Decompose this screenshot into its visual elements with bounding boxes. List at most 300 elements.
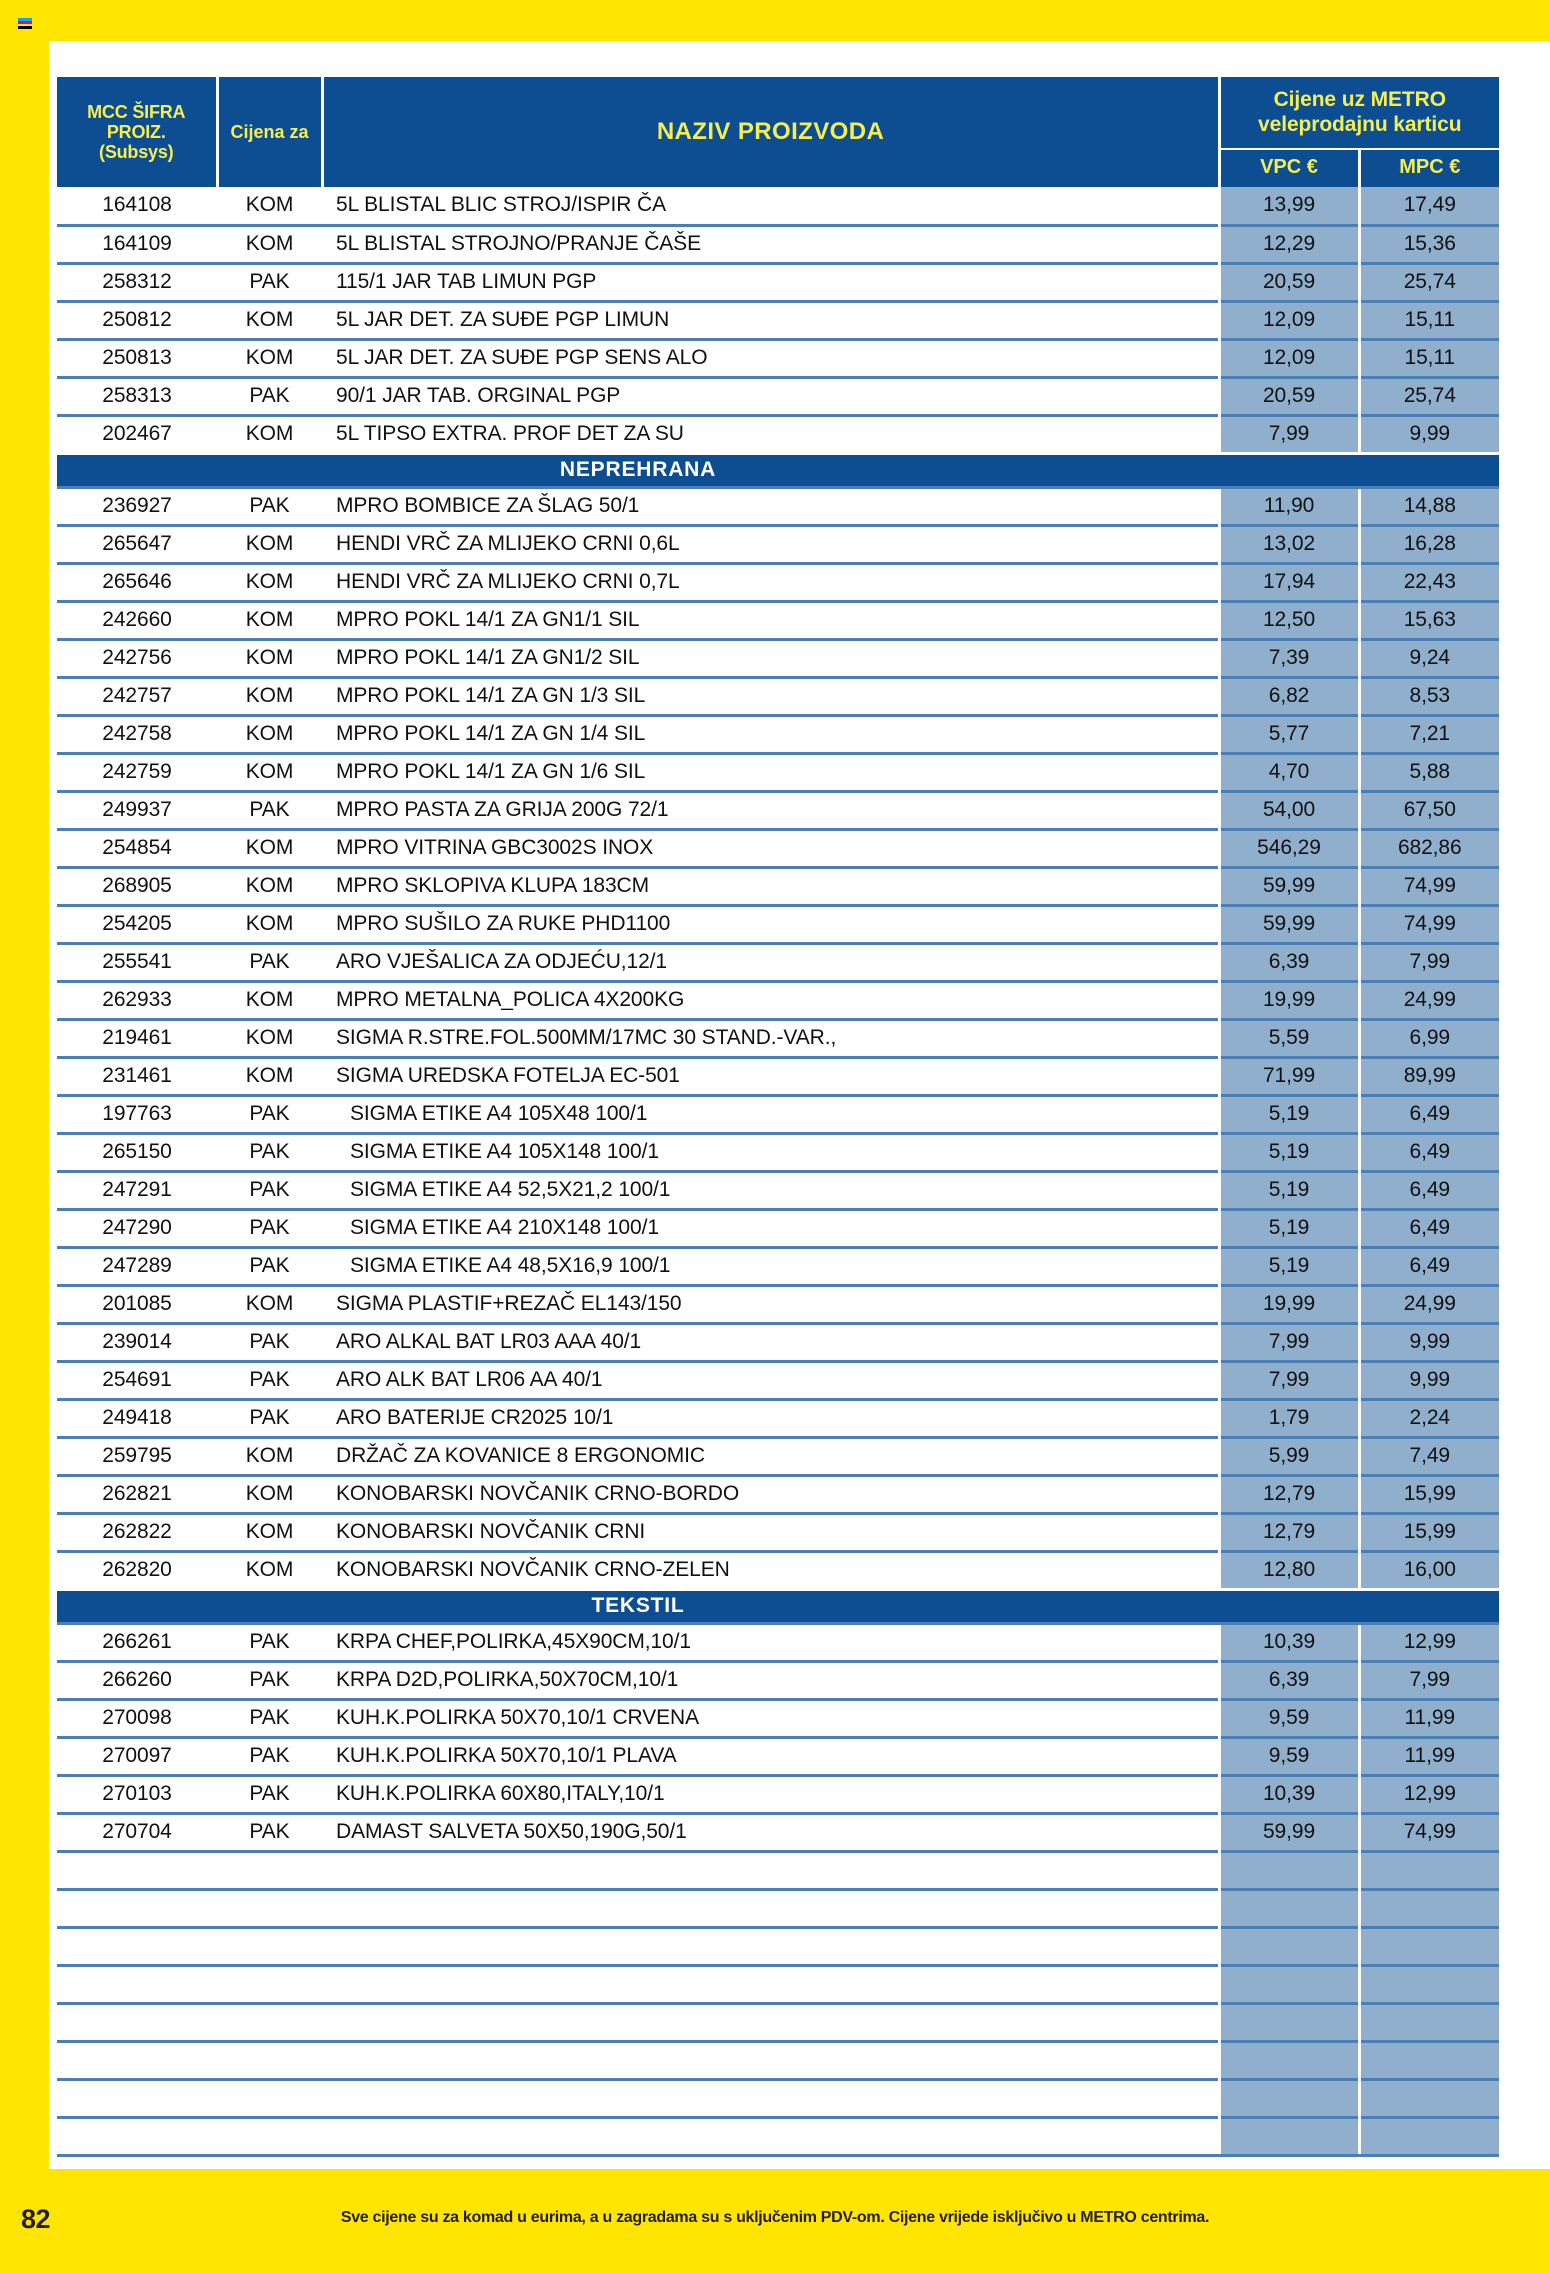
cell-price-vpc: 9,59	[1219, 1737, 1359, 1775]
cell-unit: KOM	[217, 753, 322, 791]
cell-price-mpc: 74,99	[1359, 1813, 1499, 1851]
cell-price-mpc: 22,43	[1359, 563, 1499, 601]
cell-price-vpc: 5,19	[1219, 1209, 1359, 1247]
cell-price-mpc: 6,49	[1359, 1133, 1499, 1171]
cmyk-registration-mark	[18, 18, 32, 29]
page-number: 82	[21, 2204, 51, 2234]
empty-cell-unit	[217, 1965, 322, 2003]
column-header-code-line2: (Subsys)	[99, 142, 174, 163]
cell-product-code: 259795	[57, 1437, 217, 1475]
cell-price-vpc: 6,39	[1219, 1661, 1359, 1699]
cell-product-name: KUH.K.POLIRKA 60X80,ITALY,10/1	[322, 1775, 1219, 1813]
cell-product-name: KRPA CHEF,POLIRKA,45X90CM,10/1	[322, 1623, 1219, 1661]
cell-product-code: 265646	[57, 563, 217, 601]
empty-cell-unit	[217, 1889, 322, 1927]
cell-product-code: 202467	[57, 415, 217, 453]
table-row	[57, 1323, 1499, 1361]
cell-price-vpc: 19,99	[1219, 1285, 1359, 1323]
empty-cell-name	[322, 1965, 1219, 2003]
cell-price-mpc: 15,99	[1359, 1513, 1499, 1551]
cell-unit: KOM	[217, 1285, 322, 1323]
cell-price-vpc: 13,99	[1219, 187, 1359, 225]
empty-cell-vpc	[1219, 1927, 1359, 1965]
cell-unit: KOM	[217, 301, 322, 339]
cell-price-vpc: 54,00	[1219, 791, 1359, 829]
table-row	[57, 339, 1499, 377]
cell-product-name: MPRO METALNA_POLICA 4X200KG	[322, 981, 1219, 1019]
table-row	[57, 225, 1499, 263]
cell-price-mpc: 24,99	[1359, 981, 1499, 1019]
cell-unit: PAK	[217, 487, 322, 525]
column-header-mpc: MPC €	[1359, 149, 1499, 187]
cell-price-vpc: 5,99	[1219, 1437, 1359, 1475]
cell-product-code: 164108	[57, 187, 217, 225]
cell-unit: KOM	[217, 187, 322, 225]
cell-price-mpc: 16,00	[1359, 1551, 1499, 1589]
cell-product-code: 250813	[57, 339, 217, 377]
cell-price-vpc: 7,39	[1219, 639, 1359, 677]
cell-product-code: 266261	[57, 1623, 217, 1661]
cell-unit: PAK	[217, 1171, 322, 1209]
cell-product-code: 262821	[57, 1475, 217, 1513]
cell-price-vpc: 1,79	[1219, 1399, 1359, 1437]
cell-product-code: 242756	[57, 639, 217, 677]
cell-price-vpc: 5,19	[1219, 1095, 1359, 1133]
table-row	[57, 1475, 1499, 1513]
section-spacer-mpc	[1359, 453, 1499, 487]
cell-price-mpc: 16,28	[1359, 525, 1499, 563]
table-section-row	[57, 1589, 1499, 1623]
table-row	[57, 867, 1499, 905]
cell-unit: PAK	[217, 1699, 322, 1737]
table-empty-row	[57, 2003, 1499, 2041]
table-row	[57, 1057, 1499, 1095]
table-empty-row	[57, 1889, 1499, 1927]
cell-unit: KOM	[217, 677, 322, 715]
cell-price-vpc: 5,77	[1219, 715, 1359, 753]
cell-price-mpc: 11,99	[1359, 1737, 1499, 1775]
cell-unit: PAK	[217, 1209, 322, 1247]
cell-price-mpc: 89,99	[1359, 1057, 1499, 1095]
cell-unit: KOM	[217, 415, 322, 453]
cell-product-code: 242758	[57, 715, 217, 753]
table-row	[57, 829, 1499, 867]
table-empty-row	[57, 1965, 1499, 2003]
table-row	[57, 943, 1499, 981]
empty-cell-mpc	[1359, 2079, 1499, 2117]
cell-price-mpc: 7,49	[1359, 1437, 1499, 1475]
column-header-product-name: NAZIV PROIZVODA	[322, 77, 1219, 187]
empty-cell-name	[322, 2003, 1219, 2041]
cell-price-mpc: 6,49	[1359, 1095, 1499, 1133]
cell-product-code: 201085	[57, 1285, 217, 1323]
cell-unit: PAK	[217, 377, 322, 415]
cell-price-vpc: 13,02	[1219, 525, 1359, 563]
cell-price-mpc: 5,88	[1359, 753, 1499, 791]
cell-product-code: 255541	[57, 943, 217, 981]
empty-cell-code	[57, 2041, 217, 2079]
cell-price-mpc: 9,24	[1359, 639, 1499, 677]
cell-product-name: SIGMA ETIKE A4 52,5X21,2 100/1	[322, 1171, 1219, 1209]
cell-price-mpc: 8,53	[1359, 677, 1499, 715]
cell-product-code: 239014	[57, 1323, 217, 1361]
cell-product-name: KUH.K.POLIRKA 50X70,10/1 CRVENA	[322, 1699, 1219, 1737]
cell-price-vpc: 17,94	[1219, 563, 1359, 601]
cell-product-name: 5L BLISTAL STROJNO/PRANJE ČAŠE	[322, 225, 1219, 263]
empty-cell-name	[322, 2041, 1219, 2079]
empty-cell-mpc	[1359, 2041, 1499, 2079]
cell-unit: KOM	[217, 1513, 322, 1551]
cell-product-name: MPRO POKL 14/1 ZA GN1/2 SIL	[322, 639, 1219, 677]
table-row	[57, 563, 1499, 601]
cell-product-name: MPRO POKL 14/1 ZA GN 1/4 SIL	[322, 715, 1219, 753]
cell-product-code: 236927	[57, 487, 217, 525]
cell-product-code: 270704	[57, 1813, 217, 1851]
cell-price-mpc: 6,49	[1359, 1209, 1499, 1247]
cell-product-name: MPRO VITRINA GBC3002S INOX	[322, 829, 1219, 867]
cell-product-code: 164109	[57, 225, 217, 263]
empty-cell-code	[57, 1889, 217, 1927]
empty-cell-mpc	[1359, 1889, 1499, 1927]
cell-product-name: SIGMA ETIKE A4 210X148 100/1	[322, 1209, 1219, 1247]
empty-cell-mpc	[1359, 2117, 1499, 2155]
cell-unit: PAK	[217, 1323, 322, 1361]
cell-product-code: 258312	[57, 263, 217, 301]
price-list-table	[57, 77, 1499, 2157]
empty-cell-name	[322, 1927, 1219, 1965]
cell-product-code: 265647	[57, 525, 217, 563]
empty-cell-mpc	[1359, 1851, 1499, 1889]
empty-cell-unit	[217, 1851, 322, 1889]
table-row	[57, 1661, 1499, 1699]
empty-cell-vpc	[1219, 1889, 1359, 1927]
cell-product-name: ARO BATERIJE CR2025 10/1	[322, 1399, 1219, 1437]
cell-price-vpc: 5,19	[1219, 1133, 1359, 1171]
empty-cell-name	[322, 2079, 1219, 2117]
table-row	[57, 1513, 1499, 1551]
column-header-vpc: VPC €	[1219, 149, 1359, 187]
table-row	[57, 1133, 1499, 1171]
cell-product-code: 262820	[57, 1551, 217, 1589]
cell-price-mpc: 25,74	[1359, 263, 1499, 301]
empty-cell-vpc	[1219, 2041, 1359, 2079]
cell-price-vpc: 6,39	[1219, 943, 1359, 981]
cell-product-code: 270097	[57, 1737, 217, 1775]
cell-price-mpc: 15,11	[1359, 301, 1499, 339]
empty-cell-vpc	[1219, 1965, 1359, 2003]
table-row	[57, 1171, 1499, 1209]
cell-unit: KOM	[217, 601, 322, 639]
cell-product-code: 262822	[57, 1513, 217, 1551]
cell-unit: PAK	[217, 1737, 322, 1775]
cell-price-vpc: 6,82	[1219, 677, 1359, 715]
section-label: TEKSTIL	[57, 1589, 1219, 1623]
table-header	[57, 77, 1499, 187]
cell-product-name: MPRO BOMBICE ZA ŠLAG 50/1	[322, 487, 1219, 525]
cell-unit: KOM	[217, 867, 322, 905]
cell-price-mpc: 15,63	[1359, 601, 1499, 639]
table-row	[57, 1775, 1499, 1813]
cell-price-vpc: 10,39	[1219, 1775, 1359, 1813]
column-header-code-line1: MCC ŠIFRA PROIZ.	[87, 101, 186, 142]
cell-product-name: MPRO PASTA ZA GRIJA 200G 72/1	[322, 791, 1219, 829]
table-empty-row	[57, 1927, 1499, 1965]
cell-price-vpc: 12,79	[1219, 1513, 1359, 1551]
table-empty-row	[57, 2079, 1499, 2117]
cell-product-code: 231461	[57, 1057, 217, 1095]
cell-product-code: 270098	[57, 1699, 217, 1737]
table-row	[57, 1737, 1499, 1775]
cell-price-mpc: 2,24	[1359, 1399, 1499, 1437]
table-row	[57, 187, 1499, 225]
cell-product-code: 250812	[57, 301, 217, 339]
cell-price-vpc: 10,39	[1219, 1623, 1359, 1661]
cell-product-name: 90/1 JAR TAB. ORGINAL PGP	[322, 377, 1219, 415]
page-footer	[0, 2169, 1550, 2274]
cell-unit: KOM	[217, 715, 322, 753]
cell-unit: PAK	[217, 1247, 322, 1285]
cell-product-code: 247289	[57, 1247, 217, 1285]
empty-cell-name	[322, 1851, 1219, 1889]
cell-unit: KOM	[217, 225, 322, 263]
empty-cell-unit	[217, 2079, 322, 2117]
table-row	[57, 1699, 1499, 1737]
cell-unit: KOM	[217, 1475, 322, 1513]
cell-product-code: 254205	[57, 905, 217, 943]
cell-unit: KOM	[217, 525, 322, 563]
table-row	[57, 377, 1499, 415]
empty-cell-name	[322, 1889, 1219, 1927]
table-row	[57, 1361, 1499, 1399]
cell-product-name: HENDI VRČ ZA MLIJEKO CRNI 0,6L	[322, 525, 1219, 563]
cell-product-code: 266260	[57, 1661, 217, 1699]
cell-product-name: MPRO SKLOPIVA KLUPA 183CM	[322, 867, 1219, 905]
empty-cell-code	[57, 2079, 217, 2117]
cell-price-mpc: 74,99	[1359, 867, 1499, 905]
cell-product-name: ARO VJEŠALICA ZA ODJEĆU,12/1	[322, 943, 1219, 981]
cell-product-name: HENDI VRČ ZA MLIJEKO CRNI 0,7L	[322, 563, 1219, 601]
empty-cell-code	[57, 1927, 217, 1965]
cell-product-code: 197763	[57, 1095, 217, 1133]
table-empty-row	[57, 2117, 1499, 2155]
empty-cell-unit	[217, 1927, 322, 1965]
cell-price-mpc: 9,99	[1359, 415, 1499, 453]
cell-price-mpc: 17,49	[1359, 187, 1499, 225]
cell-price-mpc: 9,99	[1359, 1323, 1499, 1361]
cell-unit: KOM	[217, 563, 322, 601]
cell-unit: PAK	[217, 1813, 322, 1851]
cell-price-vpc: 12,50	[1219, 601, 1359, 639]
cmyk-black-swatch	[18, 26, 32, 29]
cell-price-mpc: 6,49	[1359, 1247, 1499, 1285]
cell-unit: PAK	[217, 1095, 322, 1133]
cell-product-name: 5L TIPSO EXTRA. PROF DET ZA SU	[322, 415, 1219, 453]
cell-unit: KOM	[217, 1437, 322, 1475]
table-row	[57, 1247, 1499, 1285]
table-row	[57, 601, 1499, 639]
cell-unit: PAK	[217, 1133, 322, 1171]
table-row	[57, 1813, 1499, 1851]
cell-product-code: 219461	[57, 1019, 217, 1057]
table-row	[57, 1209, 1499, 1247]
table-row	[57, 981, 1499, 1019]
cell-unit: PAK	[217, 1775, 322, 1813]
cell-product-name: KRPA D2D,POLIRKA,50X70CM,10/1	[322, 1661, 1219, 1699]
cell-unit: PAK	[217, 1361, 322, 1399]
cell-price-vpc: 59,99	[1219, 867, 1359, 905]
cell-product-code: 249937	[57, 791, 217, 829]
cell-unit: KOM	[217, 1551, 322, 1589]
cell-product-name: DAMAST SALVETA 50X50,190G,50/1	[322, 1813, 1219, 1851]
cell-product-name: MPRO POKL 14/1 ZA GN1/1 SIL	[322, 601, 1219, 639]
cell-product-name: SIGMA ETIKE A4 48,5X16,9 100/1	[322, 1247, 1219, 1285]
cell-price-vpc: 71,99	[1219, 1057, 1359, 1095]
cell-price-vpc: 12,79	[1219, 1475, 1359, 1513]
empty-cell-name	[322, 2117, 1219, 2155]
cell-price-mpc: 6,49	[1359, 1171, 1499, 1209]
cell-price-mpc: 9,99	[1359, 1361, 1499, 1399]
empty-cell-unit	[217, 2041, 322, 2079]
table-row	[57, 301, 1499, 339]
empty-cell-code	[57, 1965, 217, 2003]
cell-price-vpc: 12,09	[1219, 301, 1359, 339]
cell-unit: KOM	[217, 1019, 322, 1057]
table-body	[57, 187, 1499, 2155]
cell-unit: PAK	[217, 1661, 322, 1699]
cell-price-mpc: 67,50	[1359, 791, 1499, 829]
cell-product-name: MPRO POKL 14/1 ZA GN 1/3 SIL	[322, 677, 1219, 715]
empty-cell-unit	[217, 2117, 322, 2155]
table-row	[57, 1285, 1499, 1323]
cell-product-name: DRŽAČ ZA KOVANICE 8 ERGONOMIC	[322, 1437, 1219, 1475]
empty-cell-code	[57, 2117, 217, 2155]
section-spacer-vpc	[1219, 453, 1359, 487]
cell-price-mpc: 15,11	[1359, 339, 1499, 377]
table-row	[57, 1437, 1499, 1475]
cell-price-mpc: 7,99	[1359, 943, 1499, 981]
cell-product-code: 268905	[57, 867, 217, 905]
cell-product-code: 258313	[57, 377, 217, 415]
cell-price-vpc: 19,99	[1219, 981, 1359, 1019]
table-row	[57, 791, 1499, 829]
cell-product-name: MPRO SUŠILO ZA RUKE PHD1100	[322, 905, 1219, 943]
cell-price-vpc: 59,99	[1219, 1813, 1359, 1851]
empty-cell-mpc	[1359, 1927, 1499, 1965]
empty-cell-vpc	[1219, 1851, 1359, 1889]
table-section-row	[57, 453, 1499, 487]
cell-price-mpc: 682,86	[1359, 829, 1499, 867]
cell-unit: KOM	[217, 981, 322, 1019]
empty-cell-mpc	[1359, 1965, 1499, 2003]
cell-price-vpc: 7,99	[1219, 1361, 1359, 1399]
cell-price-mpc: 7,99	[1359, 1661, 1499, 1699]
empty-cell-mpc	[1359, 2003, 1499, 2041]
table-row	[57, 1095, 1499, 1133]
cell-product-code: 247290	[57, 1209, 217, 1247]
cell-price-mpc: 24,99	[1359, 1285, 1499, 1323]
column-header-code	[57, 77, 217, 187]
cell-product-name: SIGMA UREDSKA FOTELJA EC-501	[322, 1057, 1219, 1095]
cell-price-mpc: 12,99	[1359, 1775, 1499, 1813]
footer-disclaimer: Sve cijene su za komad u eurima, a u zagradama su s uključenim PDV-om. Cijene vrijede isključivo u METRO centrima.	[340, 2209, 1210, 2226]
cell-product-code: 270103	[57, 1775, 217, 1813]
table-empty-row	[57, 2041, 1499, 2079]
cell-price-vpc: 12,09	[1219, 339, 1359, 377]
cell-product-name: ARO ALKAL BAT LR03 AAA 40/1	[322, 1323, 1219, 1361]
cell-unit: KOM	[217, 639, 322, 677]
cell-product-name: KONOBARSKI NOVČANIK CRNO-ZELEN	[322, 1551, 1219, 1589]
table-row	[57, 415, 1499, 453]
table-row	[57, 263, 1499, 301]
cell-product-name: MPRO POKL 14/1 ZA GN 1/6 SIL	[322, 753, 1219, 791]
cell-price-vpc: 7,99	[1219, 1323, 1359, 1361]
section-spacer-mpc	[1359, 1589, 1499, 1623]
cell-price-mpc: 14,88	[1359, 487, 1499, 525]
cell-product-code: 262933	[57, 981, 217, 1019]
table-row	[57, 639, 1499, 677]
cell-price-vpc: 546,29	[1219, 829, 1359, 867]
table-row	[57, 715, 1499, 753]
cell-price-vpc: 12,80	[1219, 1551, 1359, 1589]
cell-price-vpc: 5,19	[1219, 1171, 1359, 1209]
cell-product-code: 242759	[57, 753, 217, 791]
cell-price-vpc: 4,70	[1219, 753, 1359, 791]
cell-product-name: 5L JAR DET. ZA SUĐE PGP LIMUN	[322, 301, 1219, 339]
cell-product-code: 249418	[57, 1399, 217, 1437]
empty-cell-vpc	[1219, 2003, 1359, 2041]
cell-price-vpc: 7,99	[1219, 415, 1359, 453]
cell-price-mpc: 6,99	[1359, 1019, 1499, 1057]
cell-price-mpc: 25,74	[1359, 377, 1499, 415]
cell-product-name: SIGMA R.STRE.FOL.500MM/17MC 30 STAND.-VAR.,	[322, 1019, 1219, 1057]
cell-price-vpc: 11,90	[1219, 487, 1359, 525]
cell-unit: KOM	[217, 905, 322, 943]
table-row	[57, 905, 1499, 943]
table-row	[57, 487, 1499, 525]
cell-unit: KOM	[217, 829, 322, 867]
empty-cell-unit	[217, 2003, 322, 2041]
cell-product-name: SIGMA PLASTIF+REZAČ EL143/150	[322, 1285, 1219, 1323]
cell-price-mpc: 15,36	[1359, 225, 1499, 263]
empty-cell-code	[57, 2003, 217, 2041]
cell-price-vpc: 5,19	[1219, 1247, 1359, 1285]
cell-product-name: 5L JAR DET. ZA SUĐE PGP SENS ALO	[322, 339, 1219, 377]
cell-unit: KOM	[217, 339, 322, 377]
cell-price-mpc: 12,99	[1359, 1623, 1499, 1661]
empty-cell-vpc	[1219, 2079, 1359, 2117]
cell-product-code: 254691	[57, 1361, 217, 1399]
cell-unit: PAK	[217, 263, 322, 301]
cell-unit: PAK	[217, 1399, 322, 1437]
cell-price-vpc: 12,29	[1219, 225, 1359, 263]
section-label: NEPREHRANA	[57, 453, 1219, 487]
cell-product-name: ARO ALK BAT LR06 AA 40/1	[322, 1361, 1219, 1399]
empty-cell-vpc	[1219, 2117, 1359, 2155]
cell-price-vpc: 20,59	[1219, 263, 1359, 301]
cell-product-code: 242660	[57, 601, 217, 639]
cell-product-name: KUH.K.POLIRKA 50X70,10/1 PLAVA	[322, 1737, 1219, 1775]
cell-price-vpc: 9,59	[1219, 1699, 1359, 1737]
cell-product-name: SIGMA ETIKE A4 105X148 100/1	[322, 1133, 1219, 1171]
table-row	[57, 677, 1499, 715]
cell-price-vpc: 59,99	[1219, 905, 1359, 943]
cell-unit: PAK	[217, 1623, 322, 1661]
column-header-price-group: Cijene uz METRO veleprodajnu karticu	[1219, 77, 1499, 149]
table-empty-row	[57, 1851, 1499, 1889]
cell-product-code: 247291	[57, 1171, 217, 1209]
table-row	[57, 1551, 1499, 1589]
empty-cell-code	[57, 1851, 217, 1889]
